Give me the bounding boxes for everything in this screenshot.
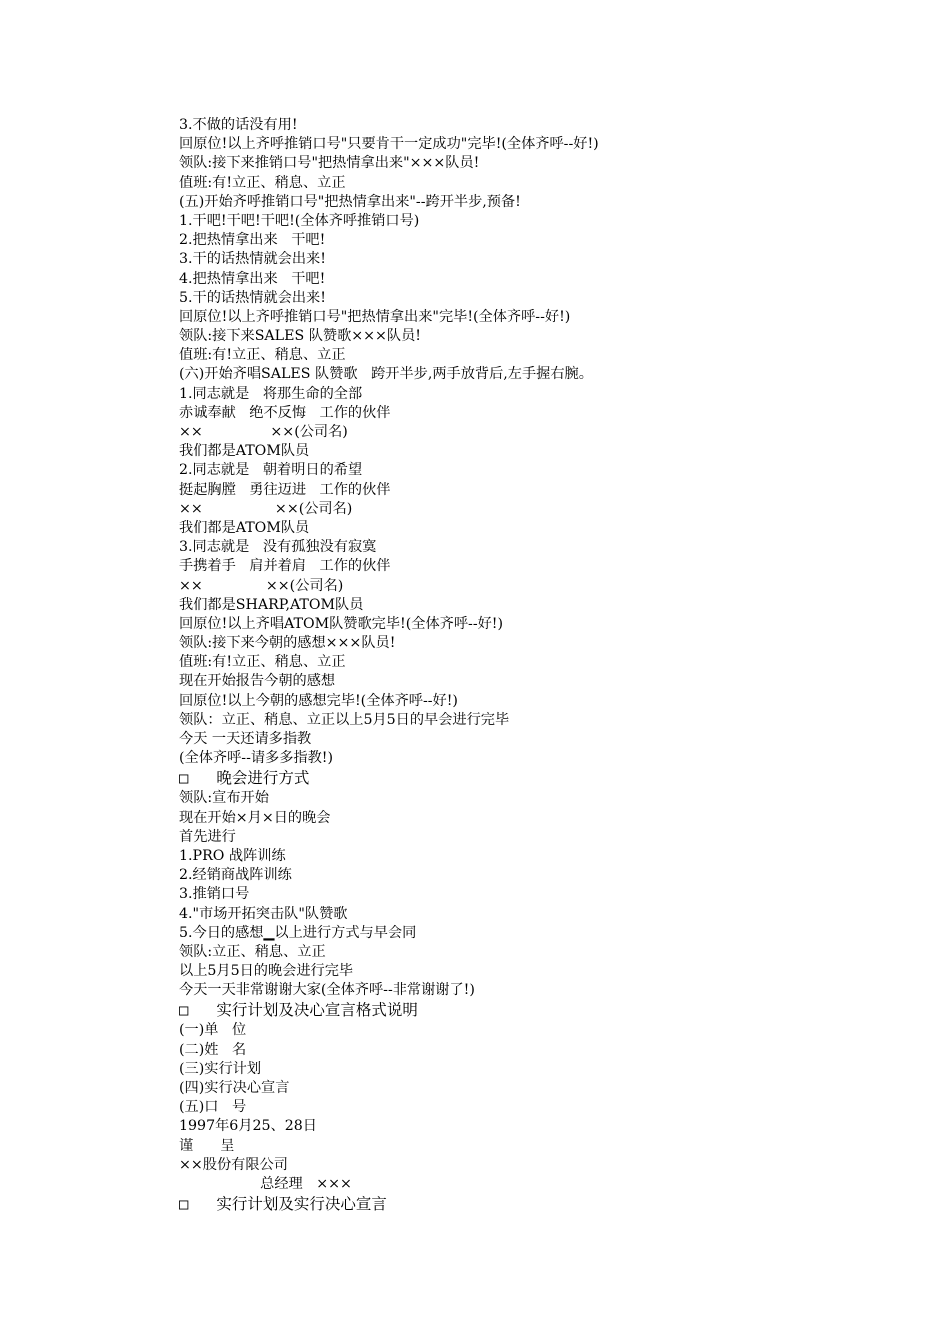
text-line: ××股份有限公司: [179, 1156, 288, 1173]
text-line: (三)实行计划: [179, 1060, 262, 1077]
text-line: 首先进行: [179, 828, 236, 845]
text-line: 1.干吧!干吧!干吧!(全体齐呼推销口号): [179, 212, 420, 229]
text-line: 挺起胸膛 勇往迈进 工作的伙伴: [179, 481, 391, 498]
text-line: ×× ××(公司名): [179, 577, 344, 594]
text-line: 我们都是SHARP,ATOM队员: [179, 596, 364, 613]
text-line: 手携着手 肩并着肩 工作的伙伴: [179, 558, 391, 575]
text-line: 我们都是ATOM队员: [179, 519, 310, 536]
text-line: (四)实行决心宣言: [179, 1080, 290, 1096]
text-line: 1.同志就是 将那生命的全部: [179, 385, 363, 402]
section-heading: □ 晚会进行方式: [179, 769, 310, 788]
text-line: 总经理 ×××: [179, 1175, 352, 1192]
text-line: 3.不做的话没有用!: [179, 117, 298, 133]
text-line: (一)单 位: [179, 1022, 247, 1039]
text-line: 3.干的话热情就会出来!: [179, 251, 326, 268]
text-line: (五)开始齐呼推销口号"把热情拿出来"--跨开半步,预备!: [179, 193, 521, 210]
text-line: ×× ××(公司名): [179, 424, 348, 440]
section-heading: □ 实行计划及实行决心宣言: [179, 1195, 387, 1214]
text-line: 3.同志就是 没有孤独没有寂寞: [179, 539, 377, 556]
document-body: [179, 116, 899, 1215]
text-line: 值班:有!立正、稍息、立正: [179, 654, 346, 671]
text-line: 5.干的话热情就会出来!: [179, 289, 326, 306]
text-line: 1997年6月25、28日: [179, 1118, 317, 1135]
text-line: 4.把热情拿出来 干吧!: [179, 270, 326, 287]
text-line: 回原位!以上齐唱ATOM队赞歌完毕!(全体齐呼--好!): [179, 615, 504, 632]
text-line: 今天 一天还请多指教: [179, 731, 312, 747]
text-line: 2.经销商战阵训练: [179, 867, 292, 884]
text-line: 1.PRO 战阵训练: [179, 847, 286, 864]
text-line: 回原位!以上齐呼推销口号"只要肯干一定成功"完毕!(全体齐呼--好!): [179, 136, 599, 153]
text-line: 赤诚奉献 绝不反悔 工作的伙伴: [179, 404, 391, 421]
text-line: 回原位!以上今朝的感想完毕!(全体齐呼--好!): [179, 692, 458, 709]
text-line: (全体齐呼--请多多指教!): [179, 750, 334, 767]
text-line: (二)姓 名: [179, 1041, 247, 1058]
text-line: 领队:接下来推销口号"把热情拿出来"×××队员!: [179, 155, 480, 172]
text-line: 我们都是ATOM队员: [179, 443, 310, 460]
text-line: 以上5月5日的晚会进行完毕: [179, 963, 354, 980]
text-line: 领队:宣布开始: [179, 790, 269, 807]
text-line: 谨 呈: [179, 1137, 235, 1154]
section-heading: □ 实行计划及决心宣言格式说明: [179, 1001, 418, 1020]
text-line: 现在开始报告今朝的感想: [179, 673, 336, 690]
text-line: 领队:接下来今朝的感想×××队员!: [179, 635, 396, 652]
text-line: 今天一天非常谢谢大家(全体齐呼--非常谢谢了!): [179, 982, 475, 999]
text-line: 现在开始×月×日的晚会: [179, 809, 331, 826]
text-line: 2.同志就是 朝着明日的希望: [179, 462, 363, 479]
text-line: ×× ××(公司名): [179, 500, 353, 517]
text-line: 领队:立正、稍息、立正: [179, 943, 326, 960]
text-line: 5.今日的感想▁以上进行方式与早会同: [179, 924, 417, 941]
text-line: 值班:有!立正、稍息、立正: [179, 347, 346, 364]
text-line: (六)开始齐唱SALES 队赞歌 跨开半步,两手放背后,左手握右腕。: [179, 366, 593, 383]
text-line: 回原位!以上齐呼推销口号"把热情拿出来"完毕!(全体齐呼--好!): [179, 308, 571, 325]
text-line: 2.把热情拿出来 干吧!: [179, 232, 326, 249]
text-line: (五)口 号: [179, 1099, 247, 1116]
text-line: 4."市场开拓突击队"队赞歌: [179, 905, 348, 922]
text-line: 领队:接下来SALES 队赞歌×××队员!: [179, 328, 421, 345]
text-line: 值班:有!立正、稍息、立正: [179, 174, 346, 191]
text-line: 3.推销口号: [179, 886, 250, 903]
text-line: 领队：立正、稍息、立正以上5月5日的早会进行完毕: [179, 711, 510, 728]
